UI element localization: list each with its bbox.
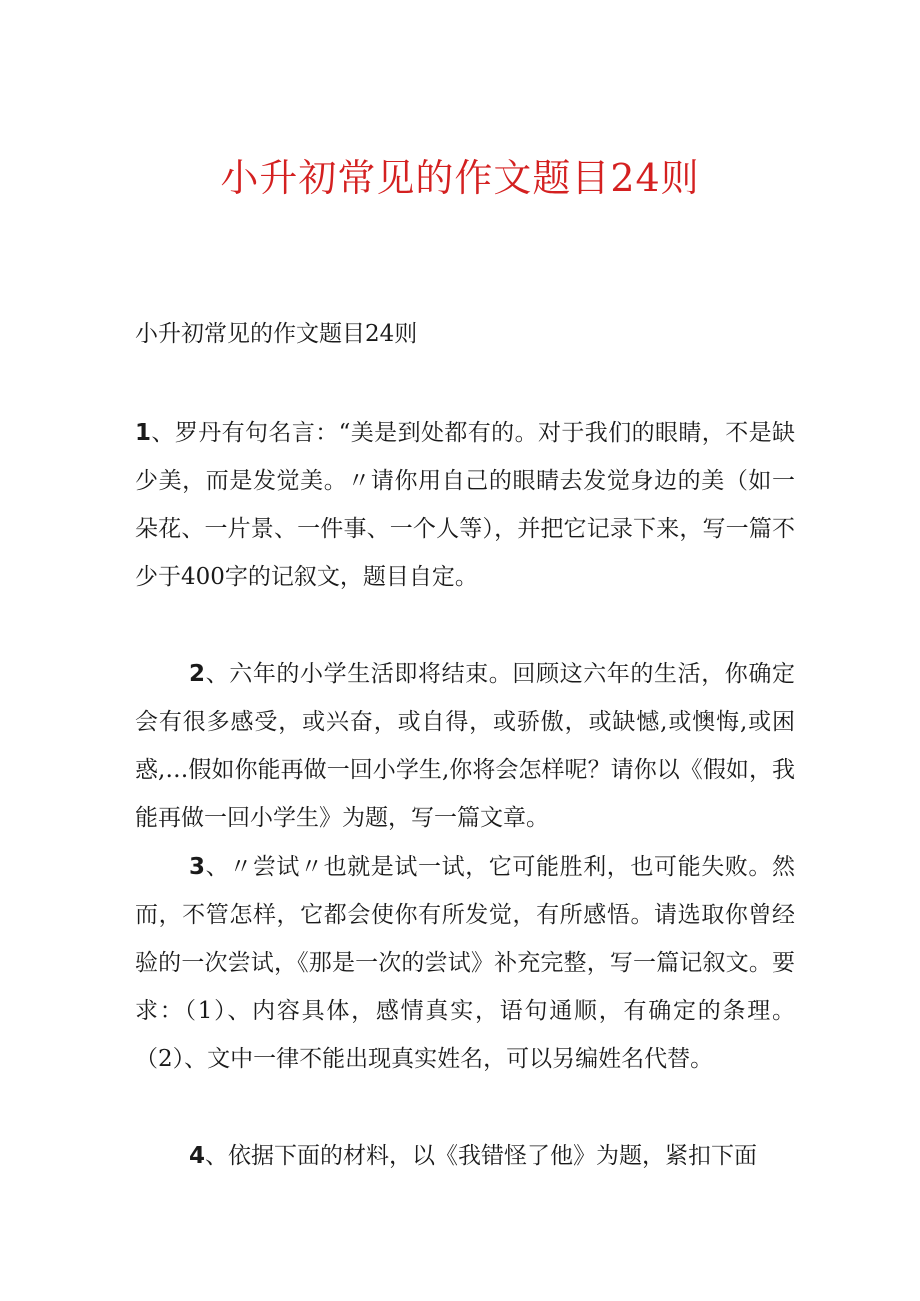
item-number: 1	[135, 420, 152, 446]
item-text: 、依据下面的材料，以《我错怪了他》为题，紧扣下面	[205, 1143, 758, 1169]
essay-item-4	[135, 1132, 795, 1180]
item-text: 、〃尝试〃也就是试一试，它可能胜利，也可能失败。然而，不管怎样，它都会使你有所发觉，有所感悟。请选取你曾经验的一次尝试，《那是一次的尝试》补充完整，写一篇记叙文。要求：（1）、内容具体，感情真实，语句通顺，有确定的条理。（2）、文中一律不能出现真实姓名，可以另编姓名代替。	[135, 854, 795, 1072]
essay-item-1	[135, 409, 795, 601]
item-text: 、罗丹有句名言：“美是到处都有的。对于我们的眼睛，不是缺少美，而是发觉美。〃请你用自己的眼睛去发觉身边的美（如一朵花、一片景、一件事、一个人等），并把它记录下来，写一篇不少于400字的记叙文，题目自定。	[135, 420, 795, 590]
item-number: 2	[189, 661, 206, 687]
essay-item-3	[135, 843, 795, 1083]
page-title: 小升初常见的作文题目24则	[220, 156, 700, 200]
document-subtitle: 小升初常见的作文题目24则	[135, 321, 418, 347]
item-number: 3	[189, 854, 206, 880]
essay-item-2	[135, 650, 795, 842]
item-text: 、六年的小学生活即将结束。回顾这六年的生活，你确定会有很多感受，或兴奋，或自得，或骄傲，或缺憾,或懊悔,或困惑,…假如你能再做一回小学生,你将会怎样呢？请你以《假如，我能再做一回小学生》为题，写一篇文章。	[135, 661, 795, 831]
item-number: 4	[189, 1143, 206, 1169]
